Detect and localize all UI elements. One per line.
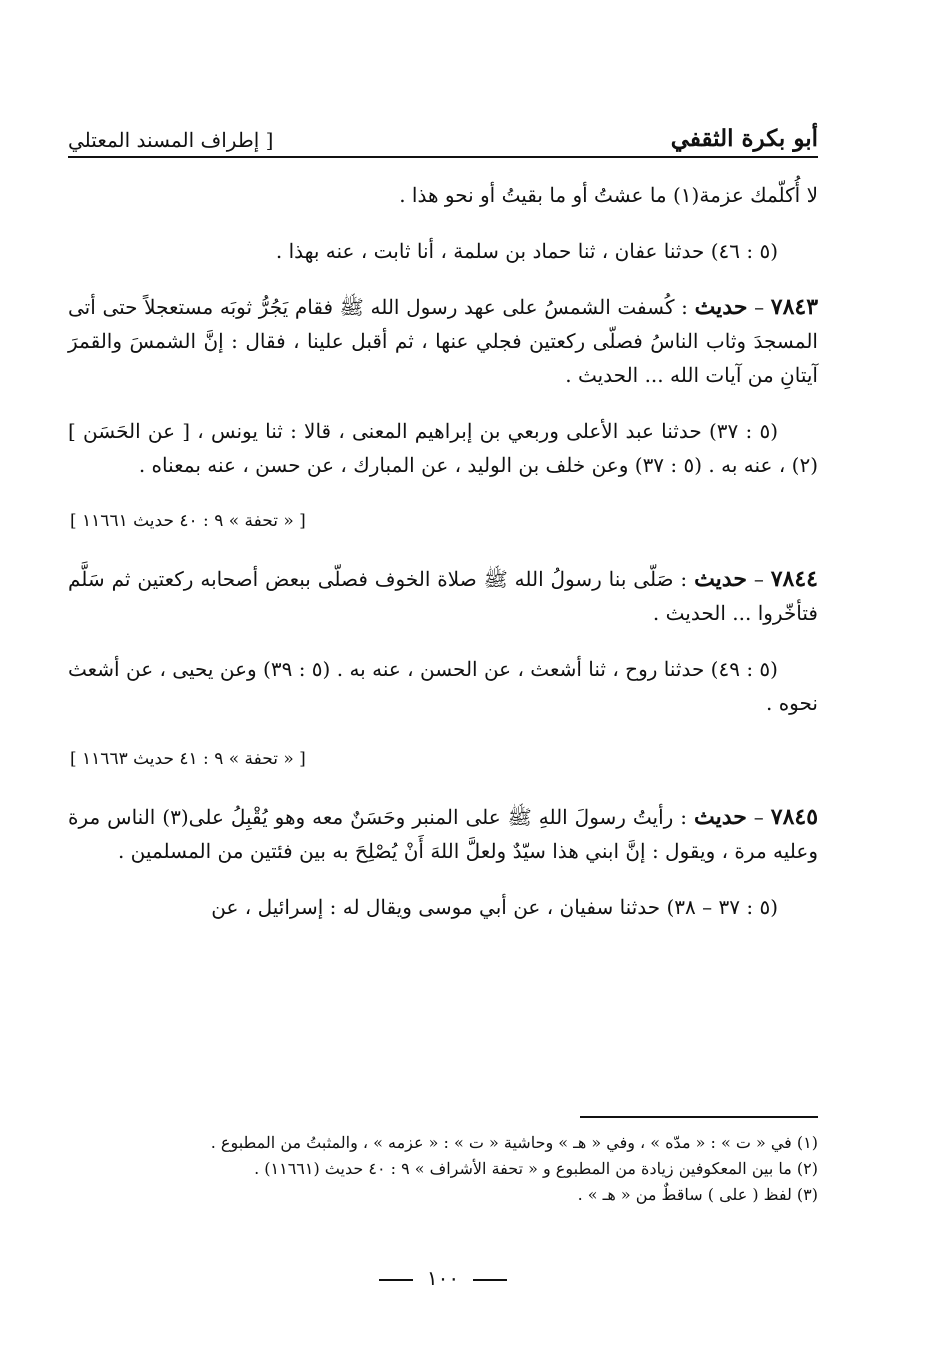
hadith-number: ٧٨٤٥ (770, 804, 819, 830)
hadith-label: حديث (694, 566, 747, 592)
hadith-7843-sanad: (٥ : ٣٧) حدثنا عبد الأعلى وربعي بن إبراهيم المعنى ، قالا : ثنا يونس ، [ عن الحَسَن ](٢) ، عنه به . (٥ : ٣٧) وعن خلف بن الوليد ، عن المبارك ، عن حسن ، عنه بمعناه . (68, 419, 818, 477)
hadith-7845-sanad: (٥ : ٣٧ – ٣٨) حدثنا سفيان ، عن أبي موسى ويقال له : إسرائيل ، عن (211, 895, 778, 919)
page-number-dash-right (473, 1279, 507, 1281)
main-text (68, 178, 818, 946)
hadith-7844-sanad: (٥ : ٤٩) حدثنا روح ، ثنا أشعث ، عن الحسن ، عنه به . (٥ : ٣٩) وعن يحيى ، عن أشعث نحوه . (68, 657, 818, 715)
header-book-title: [ إطراف المسند المعتلي (68, 128, 274, 152)
footnote-3: (٣) لفظ ( على ) ساقطٌ من « هـ » . (577, 1185, 818, 1204)
footnote-divider (580, 1116, 818, 1118)
intro-sanad: (٥ : ٤٦) حدثنا عفان ، ثنا حماد بن سلمة ، أنا ثابت ، عنه بهذا . (275, 239, 778, 263)
page-number-dash-left (379, 1279, 413, 1281)
hadith-7843-tuhfa-ref: [ « تحفة » ٩ : ٤٠ حديث ١١٦٦١ ] (70, 511, 306, 531)
page-number (68, 1266, 818, 1290)
book-page (68, 100, 818, 1320)
header-author: أبو بكرة الثقفي (670, 125, 818, 152)
hadith-text: صَلّى بنا رسولُ الله ﷺ صلاة الخوف فصلّى ببعض أصحابه ركعتين ثم سَلَّم فتأخّروا ... الحديث . (68, 567, 818, 625)
hadith-7845-matn: ٧٨٤٥ – حديث : رأيتُ رسولَ اللهِ ﷺ على المنبر وحَسَنٌ معه وهو يُقْبِلُ على(٣) الناس مرة وعليه مرة ، ويقول : إنَّ ابني هذا سيّدٌ ولعلَّ اللهَ أَنْ يُصْلِحَ به بين فئتين من المسلمين . (68, 804, 819, 863)
hadith-text: رأيتُ رسولَ اللهِ ﷺ على المنبر وحَسَنٌ معه وهو يُقْبِلُ على(٣) الناس مرة وعليه مرة ، ويقول : إنَّ ابني هذا سيّدٌ ولعلَّ اللهَ أَنْ يُصْلِحَ به بين فئتين من المسلمين . (68, 805, 818, 863)
page-number-value: ١٠٠ (426, 1266, 460, 1290)
hadith-label: حديث (693, 804, 747, 830)
hadith-number: ٧٨٤٣ (770, 294, 819, 320)
footnote-1: (١) في « ت » : « مدّه » ، وفي « هـ » وحاشية « ت » : « عزمه » ، والمثبتُ من المطبوع . (210, 1133, 818, 1152)
hadith-7844-matn: ٧٨٤٤ – حديث : صَلّى بنا رسولُ الله ﷺ صلاة الخوف فصلّى ببعض أصحابه ركعتين ثم سَلَّم فتأخّروا ... الحديث . (68, 566, 818, 625)
running-header (68, 110, 818, 158)
footnote-2: (٢) ما بين المعكوفين زيادة من المطبوع و « تحفة الأشراف » ٩ : ٤٠ حديث (١١٦٦١) . (254, 1159, 818, 1178)
footnotes (68, 1130, 818, 1208)
hadith-7843-matn: ٧٨٤٣ – حديث : كُسفت الشمسُ على عهد رسول الله ﷺ فقام يَجُرُّ ثوبَه مستعجلاً حتى أتى المسجدَ وثاب الناسُ فصلّى ركعتين فجلي عنها ، ثم أقبل علينا ، فقال : إنَّ الشمسَ والقمرَ آيتانِ من آيات الله ... الحديث . (68, 294, 819, 387)
hadith-7844-tuhfa-ref: [ « تحفة » ٩ : ٤١ حديث ١١٦٦٣ ] (70, 749, 306, 769)
intro-text: لا أُكلّمك عزمة(١) ما عشتُ أو ما بقيتُ أو نحو هذا . (399, 183, 818, 207)
hadith-label: حديث (694, 294, 748, 320)
hadith-number: ٧٨٤٤ (770, 566, 818, 592)
hadith-text: كُسفت الشمسُ على عهد رسول الله ﷺ فقام يَجُرُّ ثوبَه مستعجلاً حتى أتى المسجدَ وثاب الناسُ فصلّى ركعتين فجلي عنها ، ثم أقبل علينا ، فقال : إنَّ الشمسَ والقمرَ آيتانِ من آيات الله ... الحديث . (68, 295, 818, 387)
